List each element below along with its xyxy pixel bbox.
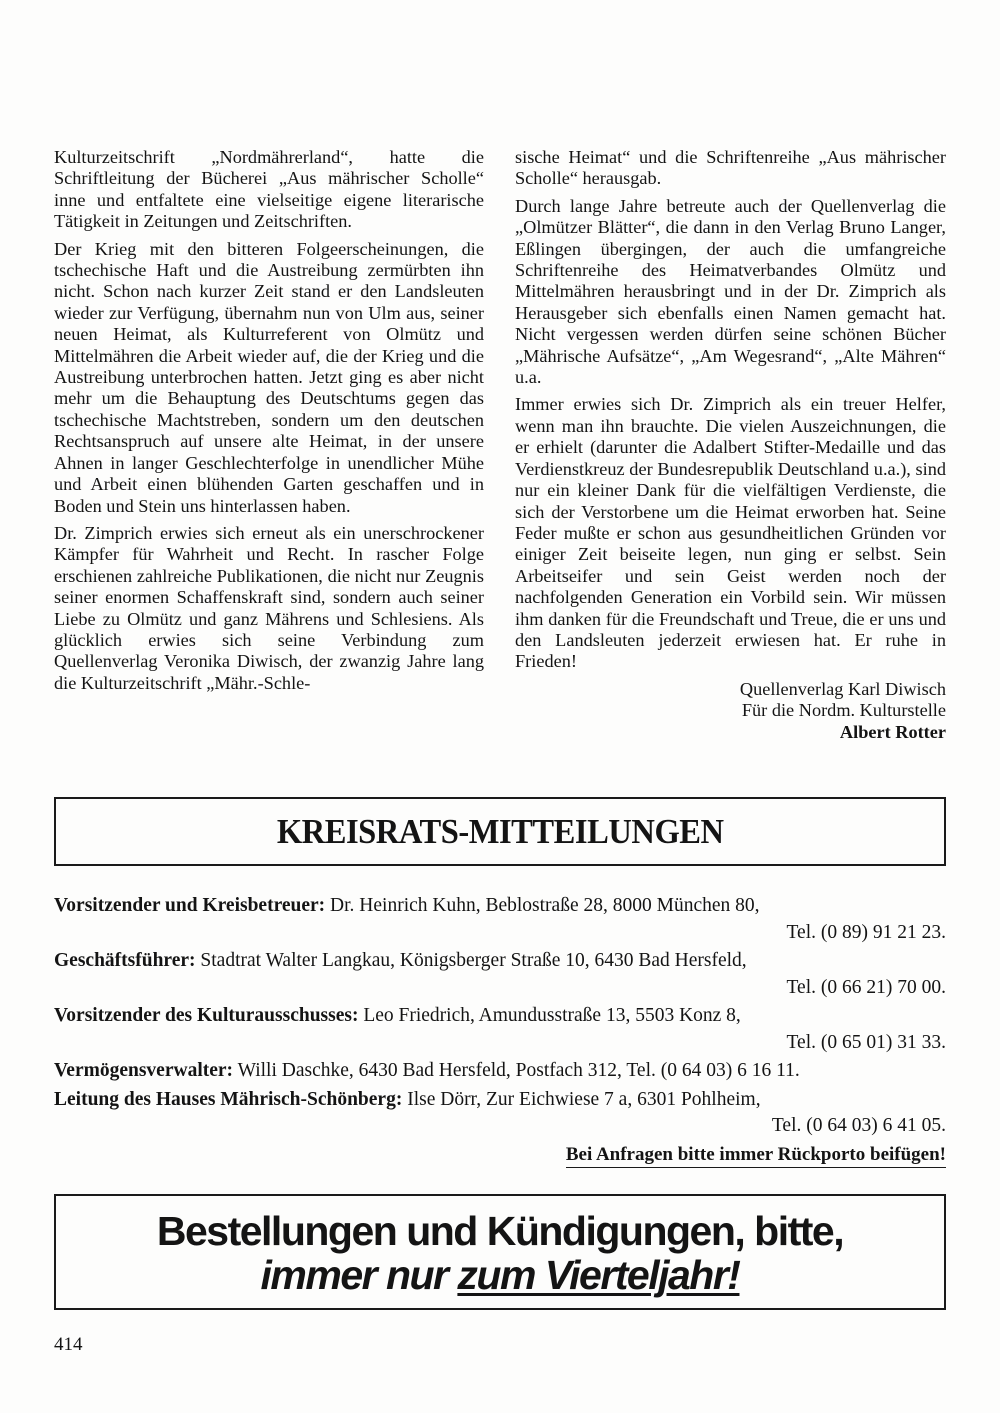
- contact-label: Vorsitzender des Kulturausschusses:: [54, 1005, 359, 1026]
- contact-text: Willi Daschke, 6430 Bad Hersfeld, Postfach 312, Tel. (0 64 03) 6 16 11.: [237, 1060, 800, 1081]
- contact-text: Stadtrat Walter Langkau, Königsberger Straße 10, 6430 Bad Hersfeld,: [200, 950, 747, 971]
- order-notice-line1: Bestellungen und Kündigungen, bitte,: [156, 1208, 844, 1254]
- contact-label: Leitung des Hauses Mährisch-Schönberg:: [54, 1088, 403, 1110]
- contact-tel: Tel. (0 65 01) 31 33.: [786, 1031, 946, 1053]
- order-notice-emphasis: zum Vierteljahr!: [457, 1252, 740, 1298]
- notice-text: Bei Anfragen bitte immer Rückporto beifügen!: [566, 1144, 946, 1168]
- contact-label: Vermögensverwalter:: [54, 1060, 234, 1081]
- article-paragraph: Der Krieg mit den bitteren Folgeerscheinungen, die tschechische Haft und die Austreibung zermürbten ihn nicht. Schon nach kurzer Zeit stand er den Landsleuten wieder zur Verfügung, übernahm nun von Ulm aus, seiner neuen Heimat, als Kulturreferent von Olmütz und Mittelmähren die Arbeit wieder auf, die der Krieg und die Austreibung unterbrochen hatten. Jetzt ging es aber nicht mehr um die Behauptung des Deutschtums gegen das tschechische Machtstreben, sondern um den deutschen Rechtsanspruch auf unsere alte Heimat, in der unsere Ahnen in langer Geschlechterfolge in unendlicher Mühe und Arbeit einen blühenden Garten geschaffen und in Boden und Stein uns hinterlassen haben.: [54, 238, 484, 516]
- contact-entry: [54, 1058, 946, 1085]
- signature-publisher: Quellenverlag Karl Diwisch: [739, 678, 946, 699]
- contact-text: Ilse Dörr, Zur Eichwiese 7 a, 6301 Pohlheim,: [407, 1088, 761, 1110]
- contact-entry: [54, 1003, 946, 1056]
- kreisrat-title-box: [54, 797, 946, 866]
- contact-text: Dr. Heinrich Kuhn, Beblostraße 28, 8000 München 80,: [330, 895, 760, 916]
- kreisrat-contacts: [54, 893, 946, 1168]
- article-paragraph: Durch lange Jahre betreute auch der Quellenverlag die „Olmützer Blätter“, die dann in den Verlag Bruno Langer, Eßlingen übergingen, der auch die umfangreiche Schriftenreihe des Heimatverbandes Olmütz und Mittelmähren herausbringt und in der Dr. Zimprich als Herausgeber sich ebenfalls einen Namen gemacht hat. Nicht vergessen werden dürfen seine schönen Bücher „Mährische Aufsätze“, „Am Wegesrand“, „Alte Mähren“ u.a.: [515, 195, 946, 388]
- contact-label: Vorsitzender und Kreisbetreuer:: [54, 895, 326, 916]
- left-column: [54, 147, 484, 700]
- return-postage-notice: [54, 1142, 946, 1169]
- contact-text: Leo Friedrich, Amundusstraße 13, 5503 Konz 8,: [363, 1005, 741, 1026]
- kreisrat-title: KREISRATS-MITTEILUNGEN: [276, 811, 724, 851]
- page-number: 414: [54, 1334, 83, 1355]
- article-paragraph: Kulturzeitschrift „Nordmährerland“, hatte die Schriftleitung der Bücherei „Aus mährischer Scholle“ inne und entfaltete eine vielseitige eigene literarische Tätigkeit in Zeitungen und Zeitschriften.: [54, 147, 484, 232]
- contact-label: Geschäftsführer:: [54, 950, 196, 971]
- article-paragraph: Immer erwies sich Dr. Zimprich als ein treuer Helfer, wenn man ihn brauchte. Die vielen Auszeichnungen, die er erhielt (darunter die Adalbert Stifter-Medaille und das Verdienstkreuz der Bundesrepublik Deutschland u.a.), sind nur ein kleiner Dank für die vielfältigen Verdienste, die sich der Verstorbene um die Heimat erworben hat. Seine Feder mußte er schon aus gesundheitlichen Gründen vor einiger Zeit beiseite legen, nun ging er selbst. Sein Arbeitseifer und sein Geist werden noch der nachfolgenden Generation ein Vorbild sein. Wir müssen ihm danken für die Freundschaft und Treue, die er uns und den Landsleuten jederzeit erwiesen hat. Er ruhe in Frieden!: [515, 394, 946, 672]
- signature-name: Albert Rotter: [839, 721, 946, 742]
- contact-entry: [54, 948, 946, 1001]
- order-notice-line2: [56, 1253, 944, 1297]
- contact-tel: Tel. (0 89) 91 21 23.: [786, 921, 946, 943]
- order-notice-box: [54, 1194, 946, 1310]
- article-paragraph: sische Heimat“ und die Schriftenreihe „Aus mährischer Scholle“ herausgab.: [515, 147, 946, 189]
- contact-entry: [54, 893, 946, 946]
- order-notice-prefix: immer nur: [260, 1252, 458, 1298]
- contact-tel: Tel. (0 64 03) 6 41 05.: [771, 1115, 946, 1136]
- contact-tel: Tel. (0 66 21) 70 00.: [786, 976, 946, 998]
- article-paragraph: Dr. Zimprich erwies sich erneut als ein unerschrockener Kämpfer für Wahrheit und Recht. In rascher Folge erschienen zahlreiche Publikationen, die nicht nur Zeugnis seiner enormen Schaffenskraft sind, sondern auch seiner Liebe zu Olmütz und ganz Mährens und Schlesiens. Als glücklich erwies sich seine Verbindung zum Quellenverlag Veronika Diwisch, der zwanzig Jahre lang die Kulturzeitschrift „Mähr.-Schle-: [54, 522, 484, 693]
- article-signature: [515, 679, 946, 743]
- contact-entry: [54, 1087, 946, 1140]
- signature-office: Für die Nordm. Kulturstelle: [741, 700, 946, 721]
- right-column: [515, 147, 946, 743]
